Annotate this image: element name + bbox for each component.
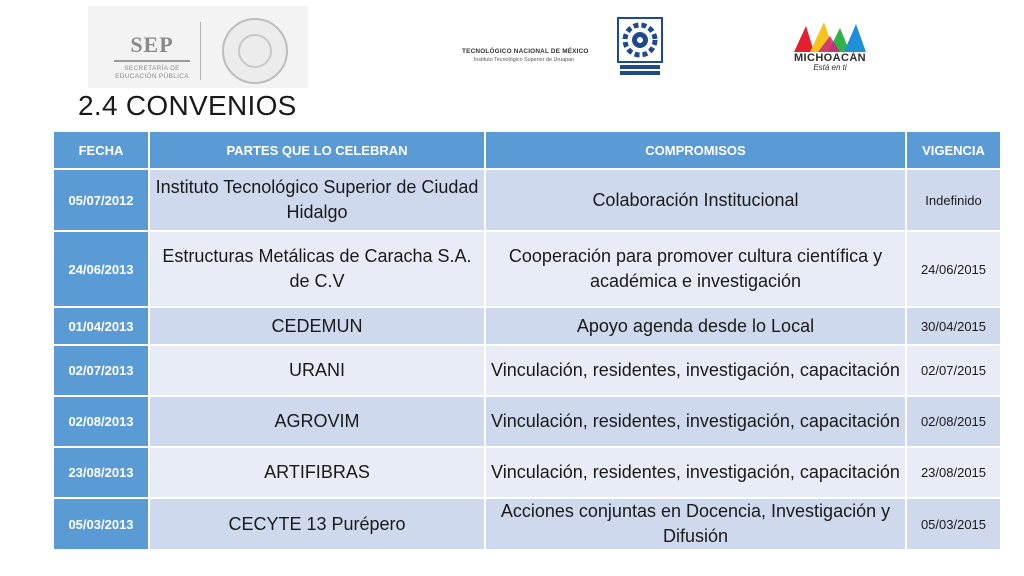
tecnm-name: TECNOLÓGICO NACIONAL DE MÉXICO [462, 48, 589, 55]
sep-rule [114, 60, 190, 62]
cell-fecha: 05/07/2012 [53, 169, 149, 231]
page-title: 2.4 CONVENIOS [78, 90, 297, 121]
gear-icon [616, 16, 664, 78]
table-row [53, 231, 1001, 307]
table-header-row [53, 131, 1001, 169]
table-row [53, 396, 1001, 447]
sep-logo [88, 6, 308, 88]
cell-fecha: 24/06/2013 [53, 231, 149, 307]
cell-partes: ARTIFIBRAS [149, 447, 485, 498]
table-row [53, 345, 1001, 396]
michoacan-slogan: Está en ti [813, 63, 847, 72]
cell-compromisos: Cooperación para promover cultura científica y académica e investigación [485, 231, 906, 307]
table-row [53, 169, 1001, 231]
table-row [53, 307, 1001, 345]
michoacan-logo [784, 22, 876, 82]
cell-partes: AGROVIM [149, 396, 485, 447]
cell-fecha: 23/08/2013 [53, 447, 149, 498]
sep-title: SEP [130, 32, 174, 57]
header-partes: PARTES QUE LO CELEBRAN [149, 131, 485, 169]
cell-partes: CECYTE 13 Purépero [149, 498, 485, 550]
tecnm-institute: Instituto Tecnológico Superior de Uruapan [473, 57, 575, 63]
cell-vigencia: 24/06/2015 [906, 231, 1001, 307]
cell-fecha: 02/08/2013 [53, 396, 149, 447]
cell-compromisos: Apoyo agenda desde lo Local [485, 307, 906, 345]
header-vigencia: VIGENCIA [906, 131, 1001, 169]
michoacan-crown-icon [784, 22, 876, 52]
cell-vigencia: 30/04/2015 [906, 307, 1001, 345]
itsu-gear-logo [616, 16, 664, 78]
cell-partes: CEDEMUN [149, 307, 485, 345]
sep-divider [200, 22, 201, 80]
cell-partes: Instituto Tecnológico Superior de Ciudad Hidalgo [149, 169, 485, 231]
convenios-table [52, 130, 1002, 551]
table-row [53, 447, 1001, 498]
michoacan-name: MICHOACÁN [793, 52, 867, 64]
sep-wordmark [108, 32, 196, 81]
cell-vigencia: 05/03/2015 [906, 498, 1001, 550]
cell-vigencia: 02/07/2015 [906, 345, 1001, 396]
cell-vigencia: 02/08/2015 [906, 396, 1001, 447]
sep-subtitle-2: EDUCACIÓN PÚBLICA [115, 73, 189, 80]
cell-compromisos: Vinculación, residentes, investigación, capacitación [485, 345, 906, 396]
seal-inner-ring [238, 34, 272, 68]
sep-subtitle-1: SECRETARÍA DE [124, 65, 180, 72]
cell-partes: Estructuras Metálicas de Caracha S.A. de C.V [149, 231, 485, 307]
cell-compromisos: Acciones conjuntas en Docencia, Investigación y Difusión [485, 498, 906, 550]
national-seal-icon [222, 18, 288, 84]
header-fecha: FECHA [53, 131, 149, 169]
cell-compromisos: Vinculación, residentes, investigación, capacitación [485, 396, 906, 447]
cell-fecha: 01/04/2013 [53, 307, 149, 345]
header-compromisos: COMPROMISOS [485, 131, 906, 169]
cell-compromisos: Vinculación, residentes, investigación, capacitación [485, 447, 906, 498]
cell-fecha: 05/03/2013 [53, 498, 149, 550]
table-row [53, 498, 1001, 550]
cell-partes: URANI [149, 345, 485, 396]
tecnm-logo [462, 48, 589, 63]
cell-vigencia: Indefinido [906, 169, 1001, 231]
cell-fecha: 02/07/2013 [53, 345, 149, 396]
cell-vigencia: 23/08/2015 [906, 447, 1001, 498]
cell-compromisos: Colaboración Institucional [485, 169, 906, 231]
